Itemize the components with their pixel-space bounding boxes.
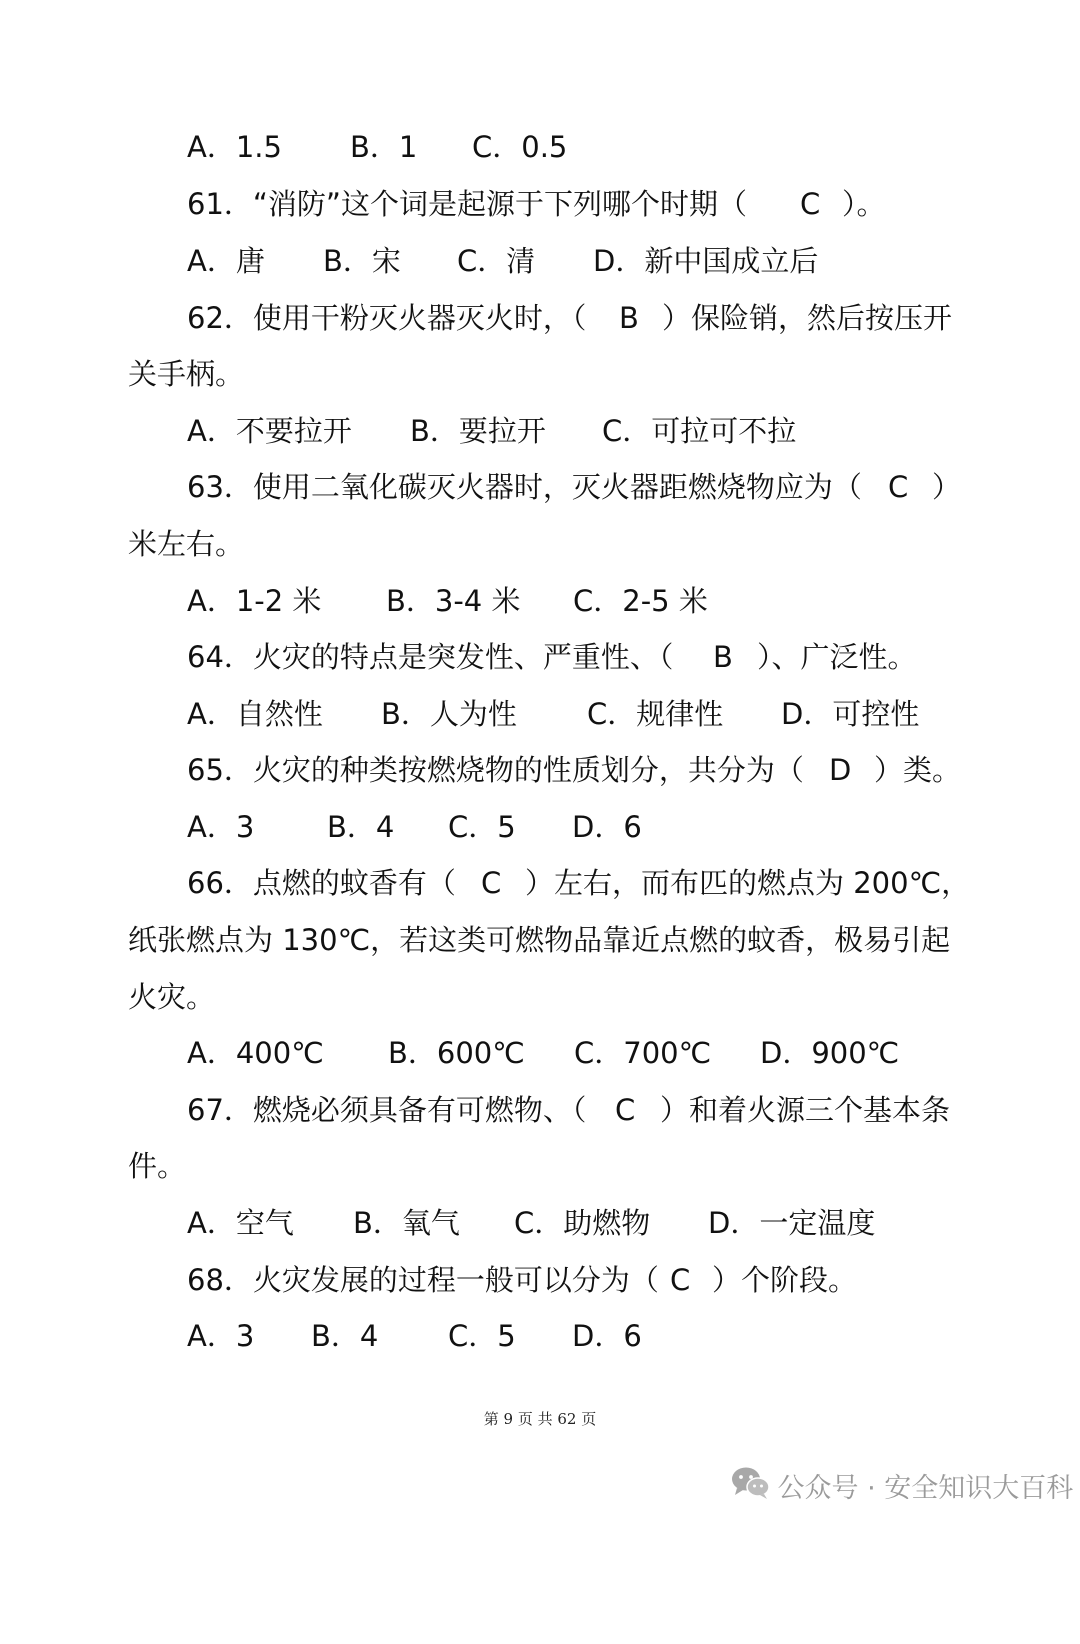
question-text: 68．火灾发展的过程一般可以分为（	[187, 1263, 659, 1297]
option-a: A．1-2 米	[187, 584, 322, 618]
question-text: 63．使用二氧化碳灭火器时，灭火器距燃烧物应为（	[187, 470, 862, 504]
option-b: B．3-4 米	[386, 584, 521, 618]
option-c: C．5	[448, 810, 516, 844]
question-text-end: ）	[932, 470, 962, 504]
answer-letter: B	[713, 640, 733, 674]
answer-letter: D	[829, 753, 852, 787]
answer-letter: C	[615, 1093, 636, 1127]
question-text: 件。	[128, 1149, 187, 1183]
question-text-end: ）类。	[874, 753, 962, 787]
option-a: A．唐	[187, 244, 265, 278]
option-a: A．空气	[187, 1206, 294, 1240]
question-62-continuation	[0, 346, 1080, 402]
options-q63	[0, 573, 1080, 629]
wechat-icon	[678, 1433, 778, 1538]
options-q60	[0, 119, 1080, 175]
option-a: A．1.5	[187, 130, 282, 164]
question-text: 67．燃烧必须具备有可燃物、（	[187, 1093, 587, 1127]
question-text: 66．点燃的蚊香有（	[187, 866, 456, 900]
question-text-end: ）左右，而布匹的燃点为 200℃，	[525, 866, 971, 900]
answer-letter: C	[800, 187, 821, 221]
watermark-text: 公众号 · 安全知识大百科	[777, 1472, 1074, 1504]
option-d: D．可控性	[781, 697, 920, 731]
question-text: 65．火灾的种类按燃烧物的性质划分，共分为（	[187, 753, 804, 787]
option-d: D．新中国成立后	[593, 244, 819, 278]
option-c: C．700℃	[574, 1036, 712, 1070]
option-d: D．一定温度	[708, 1206, 876, 1240]
option-b: B．600℃	[388, 1036, 525, 1070]
option-c: C．5	[448, 1319, 516, 1353]
options-q66	[0, 1025, 1080, 1081]
question-68	[0, 1252, 1080, 1308]
question-63	[0, 459, 1080, 515]
watermark	[678, 1460, 1073, 1510]
question-66-continuation	[0, 912, 1080, 968]
options-q65	[0, 799, 1080, 855]
question-text-end: ）、广泛性。	[757, 640, 917, 674]
option-c: C．0.5	[472, 130, 568, 164]
question-text: 纸张燃点为 130℃，若这类可燃物品靠近点燃的蚊香，极易引起	[128, 923, 951, 957]
answer-letter: B	[619, 301, 639, 335]
question-67-continuation	[0, 1138, 1080, 1194]
option-b: B．氧气	[353, 1206, 460, 1240]
option-b: B．人为性	[381, 697, 517, 731]
question-text: 关手柄。	[128, 357, 245, 391]
option-d: D．6	[572, 1319, 642, 1353]
question-67	[0, 1082, 1080, 1138]
question-text: 火灾。	[128, 980, 216, 1014]
question-text: 64．火灾的特点是突发性、严重性、（	[187, 640, 674, 674]
question-61	[0, 176, 1080, 232]
option-b: B．4	[327, 810, 395, 844]
option-a: A．3	[187, 810, 255, 844]
option-c: C．规律性	[587, 697, 724, 731]
answer-letter: C	[670, 1263, 691, 1297]
question-text: 62．使用干粉灭火器灭火时，（	[187, 301, 587, 335]
page-number: 第 9 页 共 62 页	[483, 1410, 597, 1428]
option-b: B．1	[350, 130, 418, 164]
option-d: D．900℃	[760, 1036, 900, 1070]
question-text: 米左右。	[128, 527, 245, 561]
options-q61	[0, 233, 1080, 289]
question-text-end: ）个阶段。	[712, 1263, 858, 1297]
option-b: B．要拉开	[410, 414, 546, 448]
question-text: 61．“消防”这个词是起源于下列哪个时期（	[187, 187, 747, 221]
question-63-continuation	[0, 516, 1080, 572]
options-q67	[0, 1195, 1080, 1251]
question-66-continuation-2	[0, 969, 1080, 1025]
option-a: A．3	[187, 1319, 255, 1353]
question-text-end: ）保险销，然后按压开	[662, 301, 953, 335]
options-q64	[0, 686, 1080, 742]
option-c: C．助燃物	[514, 1206, 651, 1240]
options-q68	[0, 1308, 1080, 1364]
option-a: A．不要拉开	[187, 414, 352, 448]
question-66	[0, 855, 1080, 911]
option-d: D．6	[572, 810, 642, 844]
question-65	[0, 742, 1080, 798]
question-62	[0, 290, 1080, 346]
option-b: B．4	[311, 1319, 379, 1353]
option-a: A．自然性	[187, 697, 323, 731]
option-c: C．可拉可不拉	[602, 414, 797, 448]
question-text-end: ）和着火源三个基本条	[660, 1093, 951, 1127]
options-q62	[0, 403, 1080, 459]
option-c: C．清	[457, 244, 536, 278]
question-text-end: ）。	[842, 187, 886, 221]
option-b: B．宋	[323, 244, 401, 278]
option-c: C．2-5 米	[573, 584, 708, 618]
answer-letter: C	[888, 470, 909, 504]
question-64	[0, 629, 1080, 685]
answer-letter: C	[481, 866, 502, 900]
option-a: A．400℃	[187, 1036, 324, 1070]
